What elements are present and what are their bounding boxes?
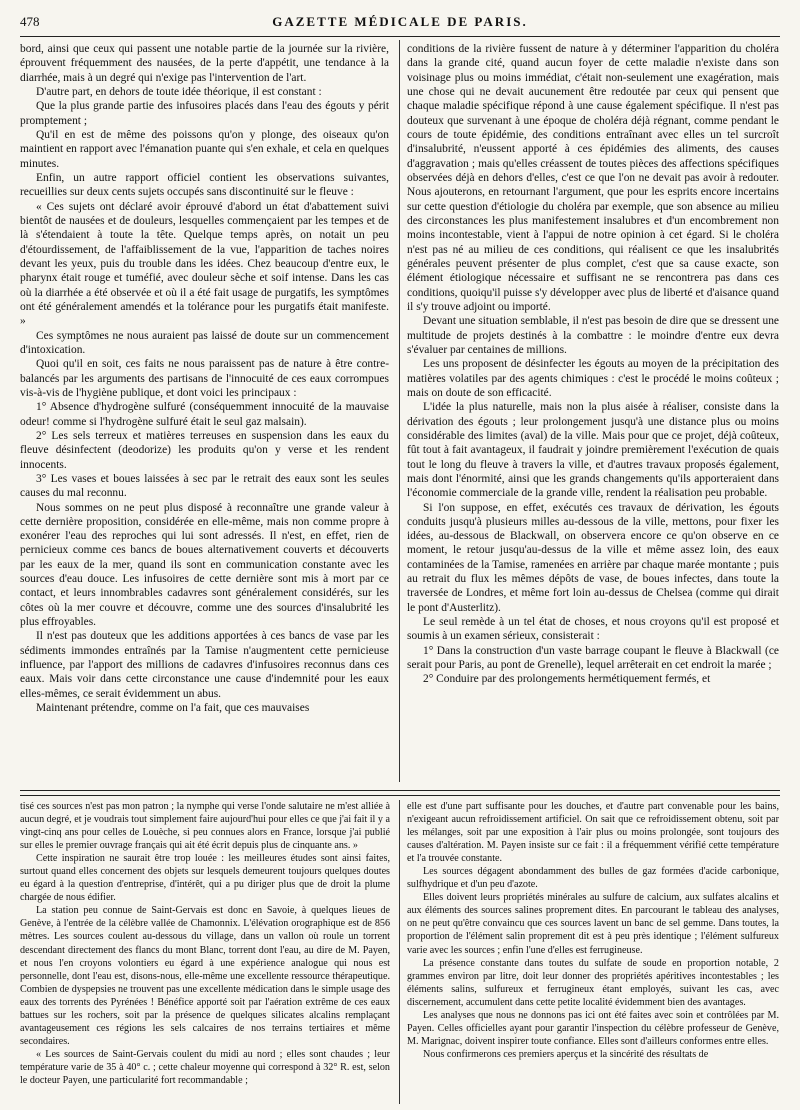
bottom-left-paragraph: « Les sources de Saint-Gervais coulent du midi au nord ; elles sont chaudes ; leur température varie de 35 à 40° c. ; cette chaleur moyenne qui correspond à 32° R. est, selon le docteur Payen, une particularité fort recommandable ; bbox=[20, 1048, 390, 1086]
bottom-left-paragraph: Cette inspiration ne saurait être trop louée : les meilleures études sont ainsi faites, surtout quand elles concernent des objets sur lesquels demeurent toujours quelques doutes eu égard à la question d'entreprise, d'intérêt, qui a pu diriger plus que de droit la plume chargée de nous édifier. bbox=[20, 853, 390, 904]
top-left-paragraph: Il n'est pas douteux que les additions apportées à ces bancs de vase par les sédiments immondes entraînés par la Tamise n'augmentent cette pernicieuse influence, par l'apport des millions de cadavres d'infusoires reconnus dans ces eaux. Mais voir dans cette circonstance une cause d'indemnité pour les eaux elles-mêmes, ce serait évidemment un abus. bbox=[20, 630, 389, 700]
top-left-paragraph: Enfin, un autre rapport officiel contient les observations suivantes, recueillies sur deux cents sujets occupés sans discontinuité sur le fleuve : bbox=[20, 171, 389, 199]
section-divider-rule-2 bbox=[20, 795, 780, 796]
top-right-column bbox=[407, 42, 779, 786]
bottom-right-paragraph: Les analyses que nous ne donnons pas ici ont été faites avec soin et contrôlées par M. Payen. Celles officielles ayant pour garantir l'inspection du célèbre professeur de Genève, M. Marignac, doivent inspirer toute confiance. Elles sont d'ailleurs conformes entre elles. bbox=[407, 1009, 779, 1047]
header-rule bbox=[20, 36, 780, 37]
page-number: 478 bbox=[20, 14, 40, 29]
top-left-paragraph: D'autre part, en dehors de toute idée théorique, il est constant : bbox=[36, 85, 322, 98]
top-left-paragraph: Quoi qu'il en soit, ces faits ne nous paraissent pas de nature à être contre-balancés par les arguments des partisans de l'innocuité de ces eaux corrompues vis-à-vis de l'hygiène publique, et dont voici les principaux : bbox=[20, 358, 389, 399]
top-left-paragraph: Maintenant prétendre, comme on l'a fait, que ces mauvaises bbox=[36, 702, 310, 715]
bottom-right-paragraph: elle est d'une part suffisante pour les douches, et d'autre part convenable pour les bains, n'exigeant aucun refroidissement artificiel. On sait que ce refroidissement obtenu, soit par les mélanges, soit par une exposition à l'air plus ou moins prolongée, sont toujours des causes d'altération. M. Payen insiste sur ce fait : il a fréquemment vérifié cette température et l'a trouvée constante. bbox=[407, 801, 779, 865]
bottom-right-paragraph: La présence constante dans toutes du sulfate de soude en proportion notable, 2 grammes environ par litre, doit leur donner des propriétés apéritives incontestables ; les éléments salins, sulfureux et ferrugineux étant employés, suivant les cas, avec discernement, accumulent dans cette petite localité évidemment bien des avantages. bbox=[407, 957, 779, 1008]
section-divider-rule-1 bbox=[20, 790, 780, 791]
column-divider-bottom bbox=[399, 800, 400, 1104]
top-left-column bbox=[20, 42, 389, 786]
bottom-right-paragraph: Elles doivent leurs propriétés minérales au sulfure de calcium, aux sulfates alcalins et aux éléments des sources salines proprement dites. En parcourant le tableau des analyses, on ne peut qu'être convaincu que ces sources lavent un banc de sel gemme. Dans toutes, la proportion de l'élément salin proprement dit est à peu près identique ; l'élément sulfureux varie avec les sources ; enfin l'une d'elles est ferrugineuse. bbox=[407, 892, 779, 956]
top-right-paragraph: Les uns proposent de désinfecter les égouts au moyen de la précipitation des matières volatiles par des agents chimiques : c'est le procédé le moins coûteux ; mais on doute de son efficacité. bbox=[407, 358, 779, 399]
top-right-paragraph: L'idée la plus naturelle, mais non la plus aisée à réaliser, consiste dans la dérivation des égouts ; leur prolongement jusqu'à une distance plus ou moins considérable des limites (aval) de la ville. Mais pour que ce projet, déjà coûteux, fût tout à fait avantageux, il faudrait y joindre premièrement l'exécution de quais tout le long du fleuve à travers la ville, et d'autres travaux proposés également, mais dont l'énormité, ainsi que les grands changements qu'ils apporteraient dans l'économie commerciale de la grande ville, rendent la réalisation peu probable. bbox=[407, 401, 779, 500]
bottom-left-paragraph: tisé ces sources n'est pas mon patron ; la nymphe qui verse l'onde salutaire ne m'est alliée à aucun degré, et je voudrais tout simplement faire aujourd'hui pour elles ce que j'ai fait il y a vingt-cinq ans pour celles de Louèche, si peu connues alors en France, lorsque j'ai publié sur elles le premier ouvrage français qui ait été écrit depuis plus de cinquante ans. » bbox=[20, 801, 390, 852]
top-right-paragraph: 2° Conduire par des prolongements hermétiquement fermés, et bbox=[423, 673, 711, 686]
bottom-right-paragraph: Nous confirmerons ces premiers aperçus et la sincérité des résultats de bbox=[423, 1048, 709, 1060]
top-left-paragraph: Ces symptômes ne nous auraient pas laissé de doute sur un commencement d'intoxication. bbox=[20, 329, 389, 356]
bottom-left-column bbox=[20, 800, 390, 1106]
top-left-paragraph: Nous sommes on ne peut plus disposé à reconnaître une grande valeur à cette dernière proposition, considérée en elle-même, mais non comme propre à exonérer l'eau des reproches qui lui sont adressés. Il n'est, en effet, rien de pernicieux comme ces bancs de boues alternativement couverts et découverts par les eaux de la mer, quand ils sont en communication constante avec les sources d'eau douce. Les infusoires de cette dernière sont mis à mort par ce contact, et leurs innombrables cadavres sont généralement considérés, sur les côtes où la mer couvre et découvre, comme une des sources d'insalubrité les plus effroyables. bbox=[20, 501, 389, 629]
top-left-paragraph: 3° Les vases et boues laissées à sec par le retrait des eaux sont les seules causes du mal reconnu. bbox=[20, 472, 389, 500]
bottom-right-column bbox=[407, 800, 779, 1106]
top-right-paragraph: Devant une situation semblable, il n'est pas besoin de dire que se dressent une multitude de projets destinés à la combattre : le moindre d'entre eux devra s'évaluer par centaines de millions. bbox=[407, 315, 779, 356]
journal-title: GAZETTE MÉDICALE DE PARIS. bbox=[272, 14, 528, 29]
top-left-paragraph: Que la plus grande partie des infusoires placés dans l'eau des égouts y périt promptement ; bbox=[20, 100, 389, 127]
top-left-paragraph: 2° Les sels terreux et matières terreuses en suspension dans les eaux du fleuve désinfectent (deodorize) les produits qu'on y verse et les rendent innocents. bbox=[20, 429, 389, 471]
column-divider-top bbox=[399, 40, 400, 782]
top-right-paragraph: Si l'on suppose, en effet, exécutés ces travaux de dérivation, les égouts conduits jusqu'à plusieurs milles au-dessous de la ville, mettons, pour fixer les idées, au-dessous de Blackwall, on observera encore ce qu'on observe en ce moment, le retour jusqu'au-dessus de la ville et même assez loin, des eaux contaminées de la Tamise, ramenées en arrière par chaque marée montante ; puis au retrait du flux les mêmes dépôts de vase, de boues infectes, dans toute la traversée de Londres, et même fort loin au-dessus de Chelsea (comme qui dirait le pont d'Austerlitz). bbox=[407, 501, 779, 614]
top-left-paragraph: 1° Absence d'hydrogène sulfuré (conséquemment innocuité de la mauvaise odeur! comme si l'hydrogène sulfuré était le seul gaz malsain). bbox=[20, 401, 389, 428]
running-header bbox=[20, 14, 780, 34]
top-left-paragraph: bord, ainsi que ceux qui passent une notable partie de la journée sur la rivière, éprouvent fréquemment des nausées, de la perte d'appétit, une tendance à la diarrhée, mais à un degré qui n'exige pas l'intervention de l'art. bbox=[20, 43, 389, 84]
top-left-paragraph: Qu'il en est de même des poissons qu'on y plonge, des oiseaux qu'on maintient en rapport avec l'émanation puante qui s'en exhale, et cela en quelques minutes. bbox=[20, 128, 389, 170]
bottom-left-paragraph: La station peu connue de Saint-Gervais est donc en Savoie, à quelques lieues de Genève, à l'entrée de la célèbre vallée de Chamonnix. L'élévation orographique est de 856 mètres. Les sources coulent au-dessous du village, dans un vallon où roule un torrent descendant directement des flancs du mont Blanc, torrent dont l'eau, au dire de M. Payen, et nous l'en croyons volontiers eu égard à une expérience analogue qui nous est personnelle, dont l'eau est, disons-nous, elle-même une excellente ressource thérapeutique. Combien de dyspepsies ne trouvent pas une excellente médication dans le simple usage des eaux des torrents des Pyrénées ! Bénéfice apporté soit par l'aération extrême de ces eaux battues sur les rochers, soit par la présence de quelques silicates alcalins remplaçant avantageusement ces régions les sels calcaires de nos terrains tertiaires et même secondaires. bbox=[20, 905, 390, 1047]
top-right-paragraph: 1° Dans la construction d'un vaste barrage coupant le fleuve à Blackwall (ce serait pour Paris, au pont de Grenelle), lequel arrêterait en cet endroit la marée ; bbox=[407, 644, 779, 672]
bottom-right-paragraph: Les sources dégagent abondamment des bulles de gaz formées d'acide carbonique, sulfhydrique et d'un peu d'azote. bbox=[407, 866, 779, 891]
top-right-paragraph: Le seul remède à un tel état de choses, et nous croyons qu'il est proposé et soumis à un examen sérieux, consisterait : bbox=[407, 616, 779, 643]
top-left-paragraph: « Ces sujets ont déclaré avoir éprouvé d'abord un état d'abattement suivi bientôt de nausées et de douleurs, lesquelles commençaient par les tempes et de là s'étendaient à toute la tête. Quelque temps après, on notait un peu d'étourdissement, de l'affaiblissement de la vue, l'apparition de taches noires devant les yeux, puis du trouble dans les idées. Chez beaucoup d'entre eux, le pharynx était rouge et tuméfié, avec douleur sèche et soif intense. Dans les cas où la diarrhée a été observée et où il a été fait usage de purgatifs, les symptômes ont été généralement amendés et la tolérance pour les purgatifs était manifeste. » bbox=[20, 200, 389, 328]
top-right-paragraph: conditions de la rivière fussent de nature à y déterminer l'apparition du choléra dans la grande cité, quand aucun foyer de cette maladie n'existe dans son voisinage plus ou moins immédiat, c'était non-seulement une exagération, mais une chose qui ne devait aucunement être redoutée par ceux qui pensent que chaque maladie spécifique répond à une cause également spécifique. Il n'est pas douteux que survenant à une époque de choléra déjà régnant, comme pendant le cours de toute épidémie, des conditions entraînant avec elles un tel surcroît d'insalubrité, n'eussent apporté à ces épidémies des aliments, des causes d'aggravation ; mais qu'elles créassent de toutes pièces des affections spécifiques observées déjà en dehors d'elles, c'est ce que l'on ne devait pas avoir à redouter. Nous ajouterons, en retournant l'argument, que pour les esprits encore incertains sur cette question d'étiologie du choléra par exemple, que son absence au milieu des circonstances les plus manifestement insalubres et d'un encombrement non moins incontestable, vient à l'appui de notre opinion à cet égard. Si le choléra n'est pas né au milieu de ces conditions, qui réalisent ce que les insalubrités générales peuvent présenter de plus complet, c'est que sa cause exacte, son élément étiologique nécessaire et suffisant ne se rencontrera pas dans ces conditions, quoiqu'il puisse s'y développer avec plus de liberté et d'aisance quand il s'y trouve adjoint ou importé. bbox=[407, 43, 779, 313]
